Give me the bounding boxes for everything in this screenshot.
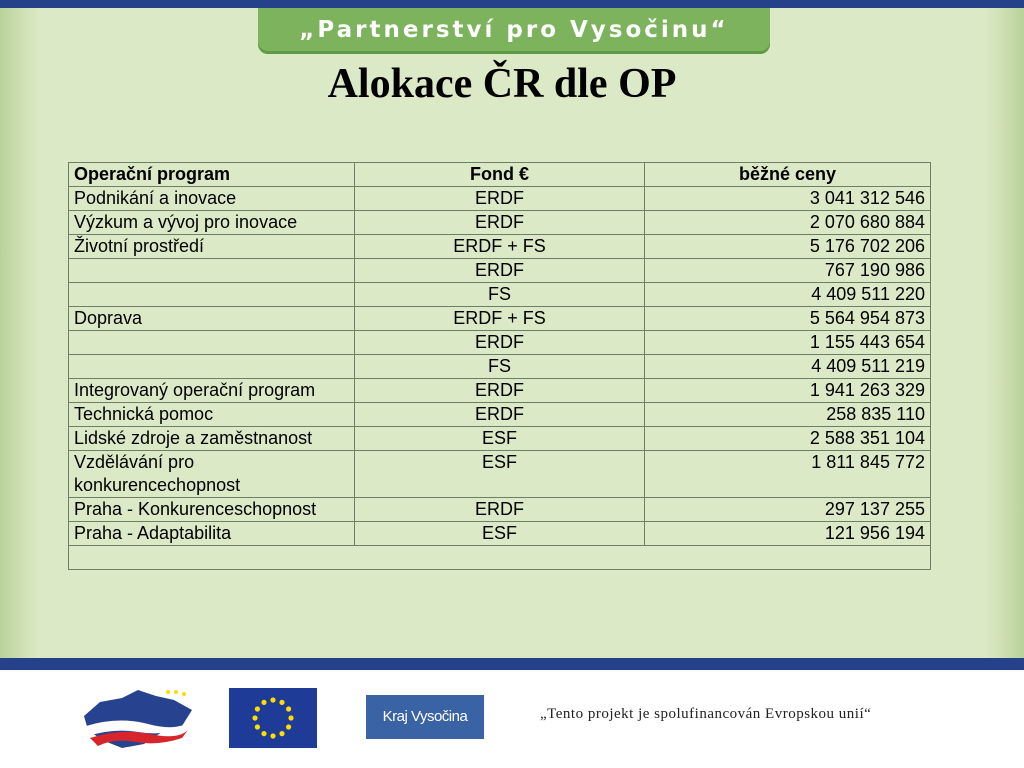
program-cell: Doprava bbox=[69, 307, 355, 331]
fund-cell: ERDF bbox=[355, 403, 645, 427]
allocation-table bbox=[68, 162, 931, 570]
program-cell: Výzkum a vývoj pro inovace bbox=[69, 211, 355, 235]
fund-cell: FS bbox=[355, 355, 645, 379]
table-header-row bbox=[69, 163, 931, 187]
fund-cell: ERDF bbox=[355, 259, 645, 283]
fund-cell: ERDF bbox=[355, 331, 645, 355]
program-cell: Vzdělávání pro konkurencechopnost bbox=[69, 451, 355, 498]
empty-cell bbox=[69, 546, 931, 570]
fund-cell: ESF bbox=[355, 522, 645, 546]
fund-cell: ESF bbox=[355, 451, 645, 498]
fund-cell: FS bbox=[355, 283, 645, 307]
program-cell bbox=[69, 283, 355, 307]
page-title: Alokace ČR dle OP bbox=[327, 61, 677, 107]
table-empty-row bbox=[69, 546, 931, 570]
table-row bbox=[69, 259, 931, 283]
header-banner bbox=[258, 8, 770, 54]
fund-cell: ERDF + FS bbox=[355, 235, 645, 259]
program-cell: Podnikání a inovace bbox=[69, 187, 355, 211]
table-row bbox=[69, 403, 931, 427]
footer-logos bbox=[0, 670, 1024, 768]
table-row bbox=[69, 379, 931, 403]
cofinancing-note: „Tento projekt je spolufinancován Evropskou unií“ bbox=[540, 706, 872, 722]
table-row bbox=[69, 498, 931, 522]
table-row bbox=[69, 451, 931, 498]
value-cell: 767 190 986 bbox=[645, 259, 931, 283]
value-cell: 5 564 954 873 bbox=[645, 307, 931, 331]
header-program: Operační program bbox=[69, 163, 355, 187]
table-row bbox=[69, 307, 931, 331]
value-cell: 3 041 312 546 bbox=[645, 187, 931, 211]
value-cell: 2 588 351 104 bbox=[645, 427, 931, 451]
program-cell: Lidské zdroje a zaměstnanost bbox=[69, 427, 355, 451]
program-cell bbox=[69, 355, 355, 379]
fund-cell: ERDF bbox=[355, 379, 645, 403]
fund-cell: ERDF bbox=[355, 498, 645, 522]
table-row bbox=[69, 187, 931, 211]
value-cell: 258 835 110 bbox=[645, 403, 931, 427]
program-cell: Praha - Konkurenceschopnost bbox=[69, 498, 355, 522]
value-cell: 4 409 511 220 bbox=[645, 283, 931, 307]
value-cell: 4 409 511 219 bbox=[645, 355, 931, 379]
table-row bbox=[69, 235, 931, 259]
table-row bbox=[69, 283, 931, 307]
fund-cell: ERDF + FS bbox=[355, 307, 645, 331]
eu-flag-icon bbox=[229, 688, 317, 748]
program-cell bbox=[69, 331, 355, 355]
value-cell: 1 155 443 654 bbox=[645, 331, 931, 355]
value-cell: 1 811 845 772 bbox=[645, 451, 931, 498]
program-cell: Životní prostředí bbox=[69, 235, 355, 259]
table-row bbox=[69, 427, 931, 451]
value-cell: 2 070 680 884 bbox=[645, 211, 931, 235]
kraj-vysocina-logo: Kraj Vysočina bbox=[366, 695, 484, 739]
banner-text: „Partnerství pro Vysočinu“ bbox=[299, 17, 729, 43]
table-row bbox=[69, 355, 931, 379]
top-frame-strip bbox=[0, 0, 1024, 8]
czech-map-flag-logo-icon bbox=[78, 686, 196, 754]
table-row bbox=[69, 522, 931, 546]
program-cell: Technická pomoc bbox=[69, 403, 355, 427]
fund-cell: ESF bbox=[355, 427, 645, 451]
value-cell: 1 941 263 329 bbox=[645, 379, 931, 403]
program-cell: Integrovaný operační program bbox=[69, 379, 355, 403]
program-cell: Praha - Adaptabilita bbox=[69, 522, 355, 546]
program-cell bbox=[69, 259, 355, 283]
bottom-frame-strip bbox=[0, 658, 1024, 670]
value-cell: 5 176 702 206 bbox=[645, 235, 931, 259]
fund-cell: ERDF bbox=[355, 211, 645, 235]
value-cell: 297 137 255 bbox=[645, 498, 931, 522]
value-cell: 121 956 194 bbox=[645, 522, 931, 546]
header-prices: běžné ceny bbox=[645, 163, 931, 187]
fund-cell: ERDF bbox=[355, 187, 645, 211]
header-fund: Fond € bbox=[355, 163, 645, 187]
table-row bbox=[69, 331, 931, 355]
table-row bbox=[69, 211, 931, 235]
